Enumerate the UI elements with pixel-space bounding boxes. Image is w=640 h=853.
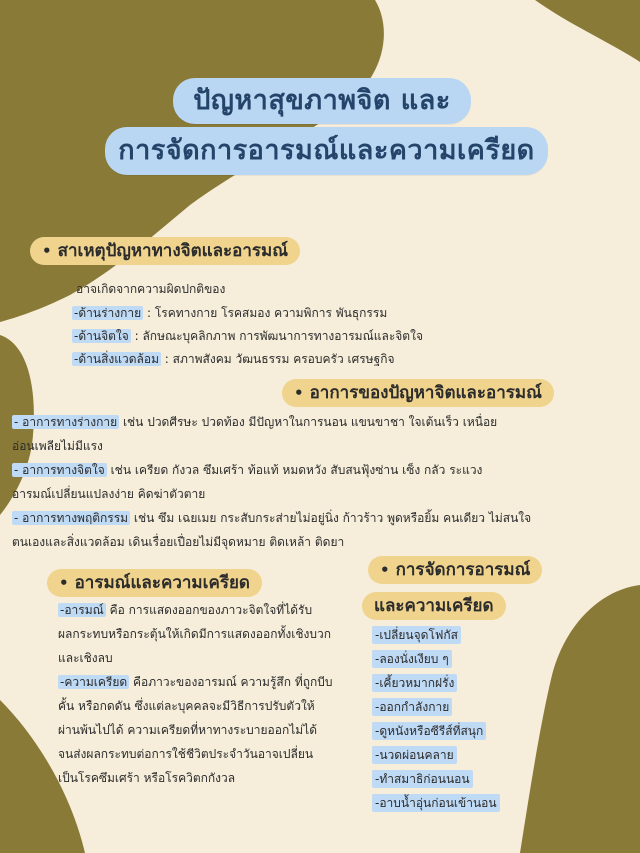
cause-item <box>72 350 395 369</box>
coping-heading <box>368 556 542 584</box>
cause-label: -ด้านร่างกาย <box>74 306 142 320</box>
coping-item: -ลองนั่งเงียบ ๆ <box>372 650 452 668</box>
symptom-text: เช่น ซึม เฉยเมย กระสับกระส่ายไม่อยู่นิ่ง ก้าวร้าว พูดหรือยิ้ม คนเดียว ไม่สนใจ <box>130 511 532 525</box>
symptom-label: - อาการทางร่างกาย <box>14 415 118 429</box>
coping-item: -ทำสมาธิก่อนนอน <box>372 770 473 788</box>
emotion-heading <box>47 569 262 597</box>
emotion-definition <box>58 602 312 618</box>
symptoms-bullet: • <box>294 384 304 402</box>
coping-heading-text: การจัดการอารมณ์ <box>395 560 531 580</box>
symptom-label: - อาการทางจิตใจ <box>14 463 105 477</box>
coping-item: -เปลี่ยนจุดโฟกัส <box>372 626 461 644</box>
symptom-line <box>12 462 482 478</box>
symptom-line <box>12 414 497 430</box>
coping-heading-line-2: และความเครียด <box>362 592 506 620</box>
cause-label: -ด้านสิ่งแวดล้อม <box>74 352 159 366</box>
stress-text-line: ผ่านพ้นไปได้ ความเครียดที่หาทางระบายออกไม่ได้ <box>58 723 317 737</box>
cause-label: -ด้านจิตใจ <box>74 329 129 343</box>
symptom-line-continued: ตนเองและสิ่งแวดล้อม เดินเรื่อยเปื่อยไม่มีจุดหมาย ติดเหล้า ติดยา <box>12 535 345 549</box>
stress-text-line: คั้น หรือกดดัน ซึ่งแต่ละบุคคลจะมีวิธีการปรับตัวให้ <box>58 699 315 713</box>
causes-heading-text: สาเหตุปัญหาทางจิตและอารมณ์ <box>57 241 289 261</box>
symptom-line-continued: อารมณ์เปลี่ยนแปลงง่าย คิดฆ่าตัวตาย <box>12 487 206 501</box>
coping-bullet: • <box>380 561 390 579</box>
stress-definition <box>58 674 333 690</box>
title-line-1: ปัญหาสุขภาพจิต และ <box>173 78 471 124</box>
emotion-text-line: และเชิงลบ <box>58 651 113 665</box>
symptom-line-continued: อ่อนเพลียไม่มีแรง <box>12 439 103 453</box>
emotion-bullet: • <box>59 574 69 592</box>
emotion-heading-text: อารมณ์และความเครียด <box>74 573 250 593</box>
symptom-line <box>12 510 531 526</box>
cause-text: : ลักษณะบุคลิกภาพ การพัฒนาการทางอารมณ์และจิตใจ <box>130 329 423 343</box>
causes-heading <box>30 237 300 265</box>
title-line-2: การจัดการอารมณ์และความเครียด <box>105 127 548 175</box>
causes-bullet: • <box>42 242 52 260</box>
coping-item: -อาบน้ำอุ่นก่อนเข้านอน <box>372 794 500 812</box>
stress-text: คือภาวะของอารมณ์ ความรู้สึก ที่ถูกบีบ <box>129 675 333 689</box>
cause-text: : โรคทางกาย โรคสมอง ความพิการ พันธุกรรม <box>143 306 388 320</box>
coping-item: -ออกกำลังกาย <box>372 698 452 716</box>
symptom-label: - อาการทางพฤติกรรม <box>14 511 129 525</box>
symptoms-heading <box>282 379 554 407</box>
coping-item: -นวดผ่อนคลาย <box>372 746 457 764</box>
emotion-text: คือ การแสดงออกของภาวะจิตใจที่ได้รับ <box>105 603 313 617</box>
emotion-label: -อารมณ์ <box>60 603 104 617</box>
stress-text-line: เป็นโรคซึมเศร้า หรือโรควิตกกังวล <box>58 771 236 785</box>
stress-text-line: จนส่งผลกระทบต่อการใช้ชีวิตประจำวันอาจเปลี่ยน <box>58 747 314 761</box>
coping-item: -ดูหนังหรือซีรีส์ที่สนุก <box>372 722 486 740</box>
cause-item <box>72 304 387 323</box>
symptom-text: เช่น ปวดศีรษะ ปวดท้อง มีปัญหาในการนอน แขนขาชา ใจเต้นเร็ว เหนื่อย <box>119 415 498 429</box>
causes-intro: อาจเกิดจากความผิดปกติของ <box>76 282 226 296</box>
cause-text: : สภาพสังคม วัฒนธรรม ครอบครัว เศรษฐกิจ <box>160 352 395 366</box>
cause-item <box>72 327 423 346</box>
symptoms-heading-text: อาการของปัญหาจิตและอารมณ์ <box>309 383 542 403</box>
emotion-text-line: ผลกระทบหรือกระตุ้นให้เกิดมีการแสดงออกทั้งเชิงบวก <box>58 627 331 641</box>
stress-label: -ความเครียด <box>60 675 128 689</box>
coping-item: -เคี้ยวหมากฝรั่ง <box>372 674 457 692</box>
symptom-text: เช่น เครียด กังวล ซึมเศร้า ท้อแท้ หมดหวัง สับสนฟุ้งซ่าน เซ็ง กลัว ระแวง <box>106 463 483 477</box>
